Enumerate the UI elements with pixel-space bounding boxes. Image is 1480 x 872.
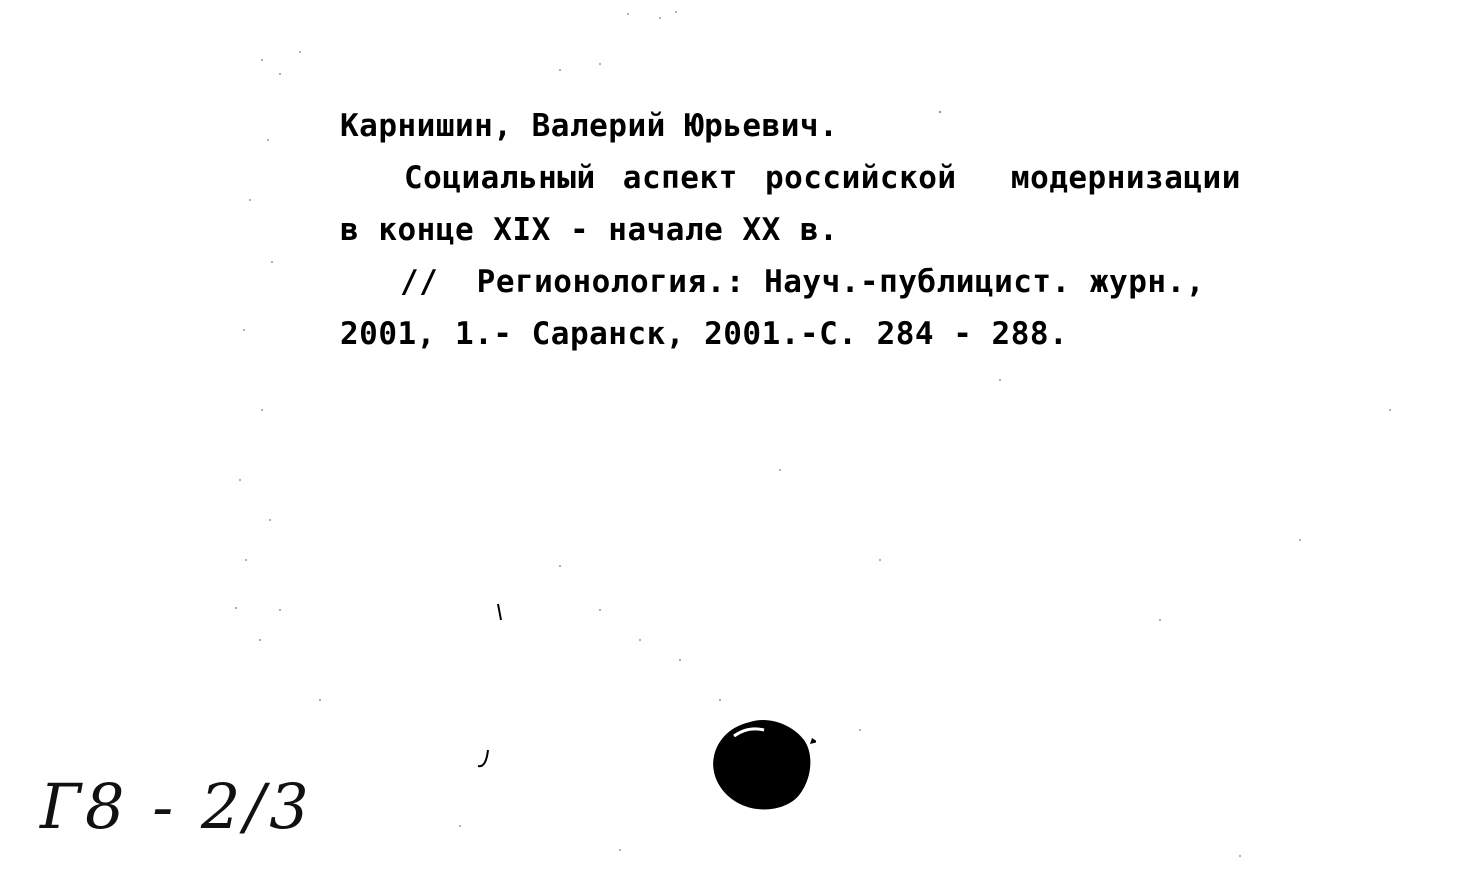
punch-hole-mark: [708, 716, 816, 814]
title-line-2: в конце XIX - начале XX в.: [340, 212, 839, 248]
author-line: Карнишин, Валерий Юрьевич.: [340, 108, 839, 144]
handwritten-shelf-mark: Г8 - 2/3: [40, 770, 313, 843]
title-line-1: Социальный аспект российской модернизации: [404, 160, 1241, 196]
catalog-entry: [340, 100, 1320, 360]
source-line-2: 2001, 1.- Саранск, 2001.-С. 284 - 288.: [340, 316, 1069, 352]
source-line-1: // Регионология.: Науч.-публицист. журн.,: [400, 264, 1205, 300]
